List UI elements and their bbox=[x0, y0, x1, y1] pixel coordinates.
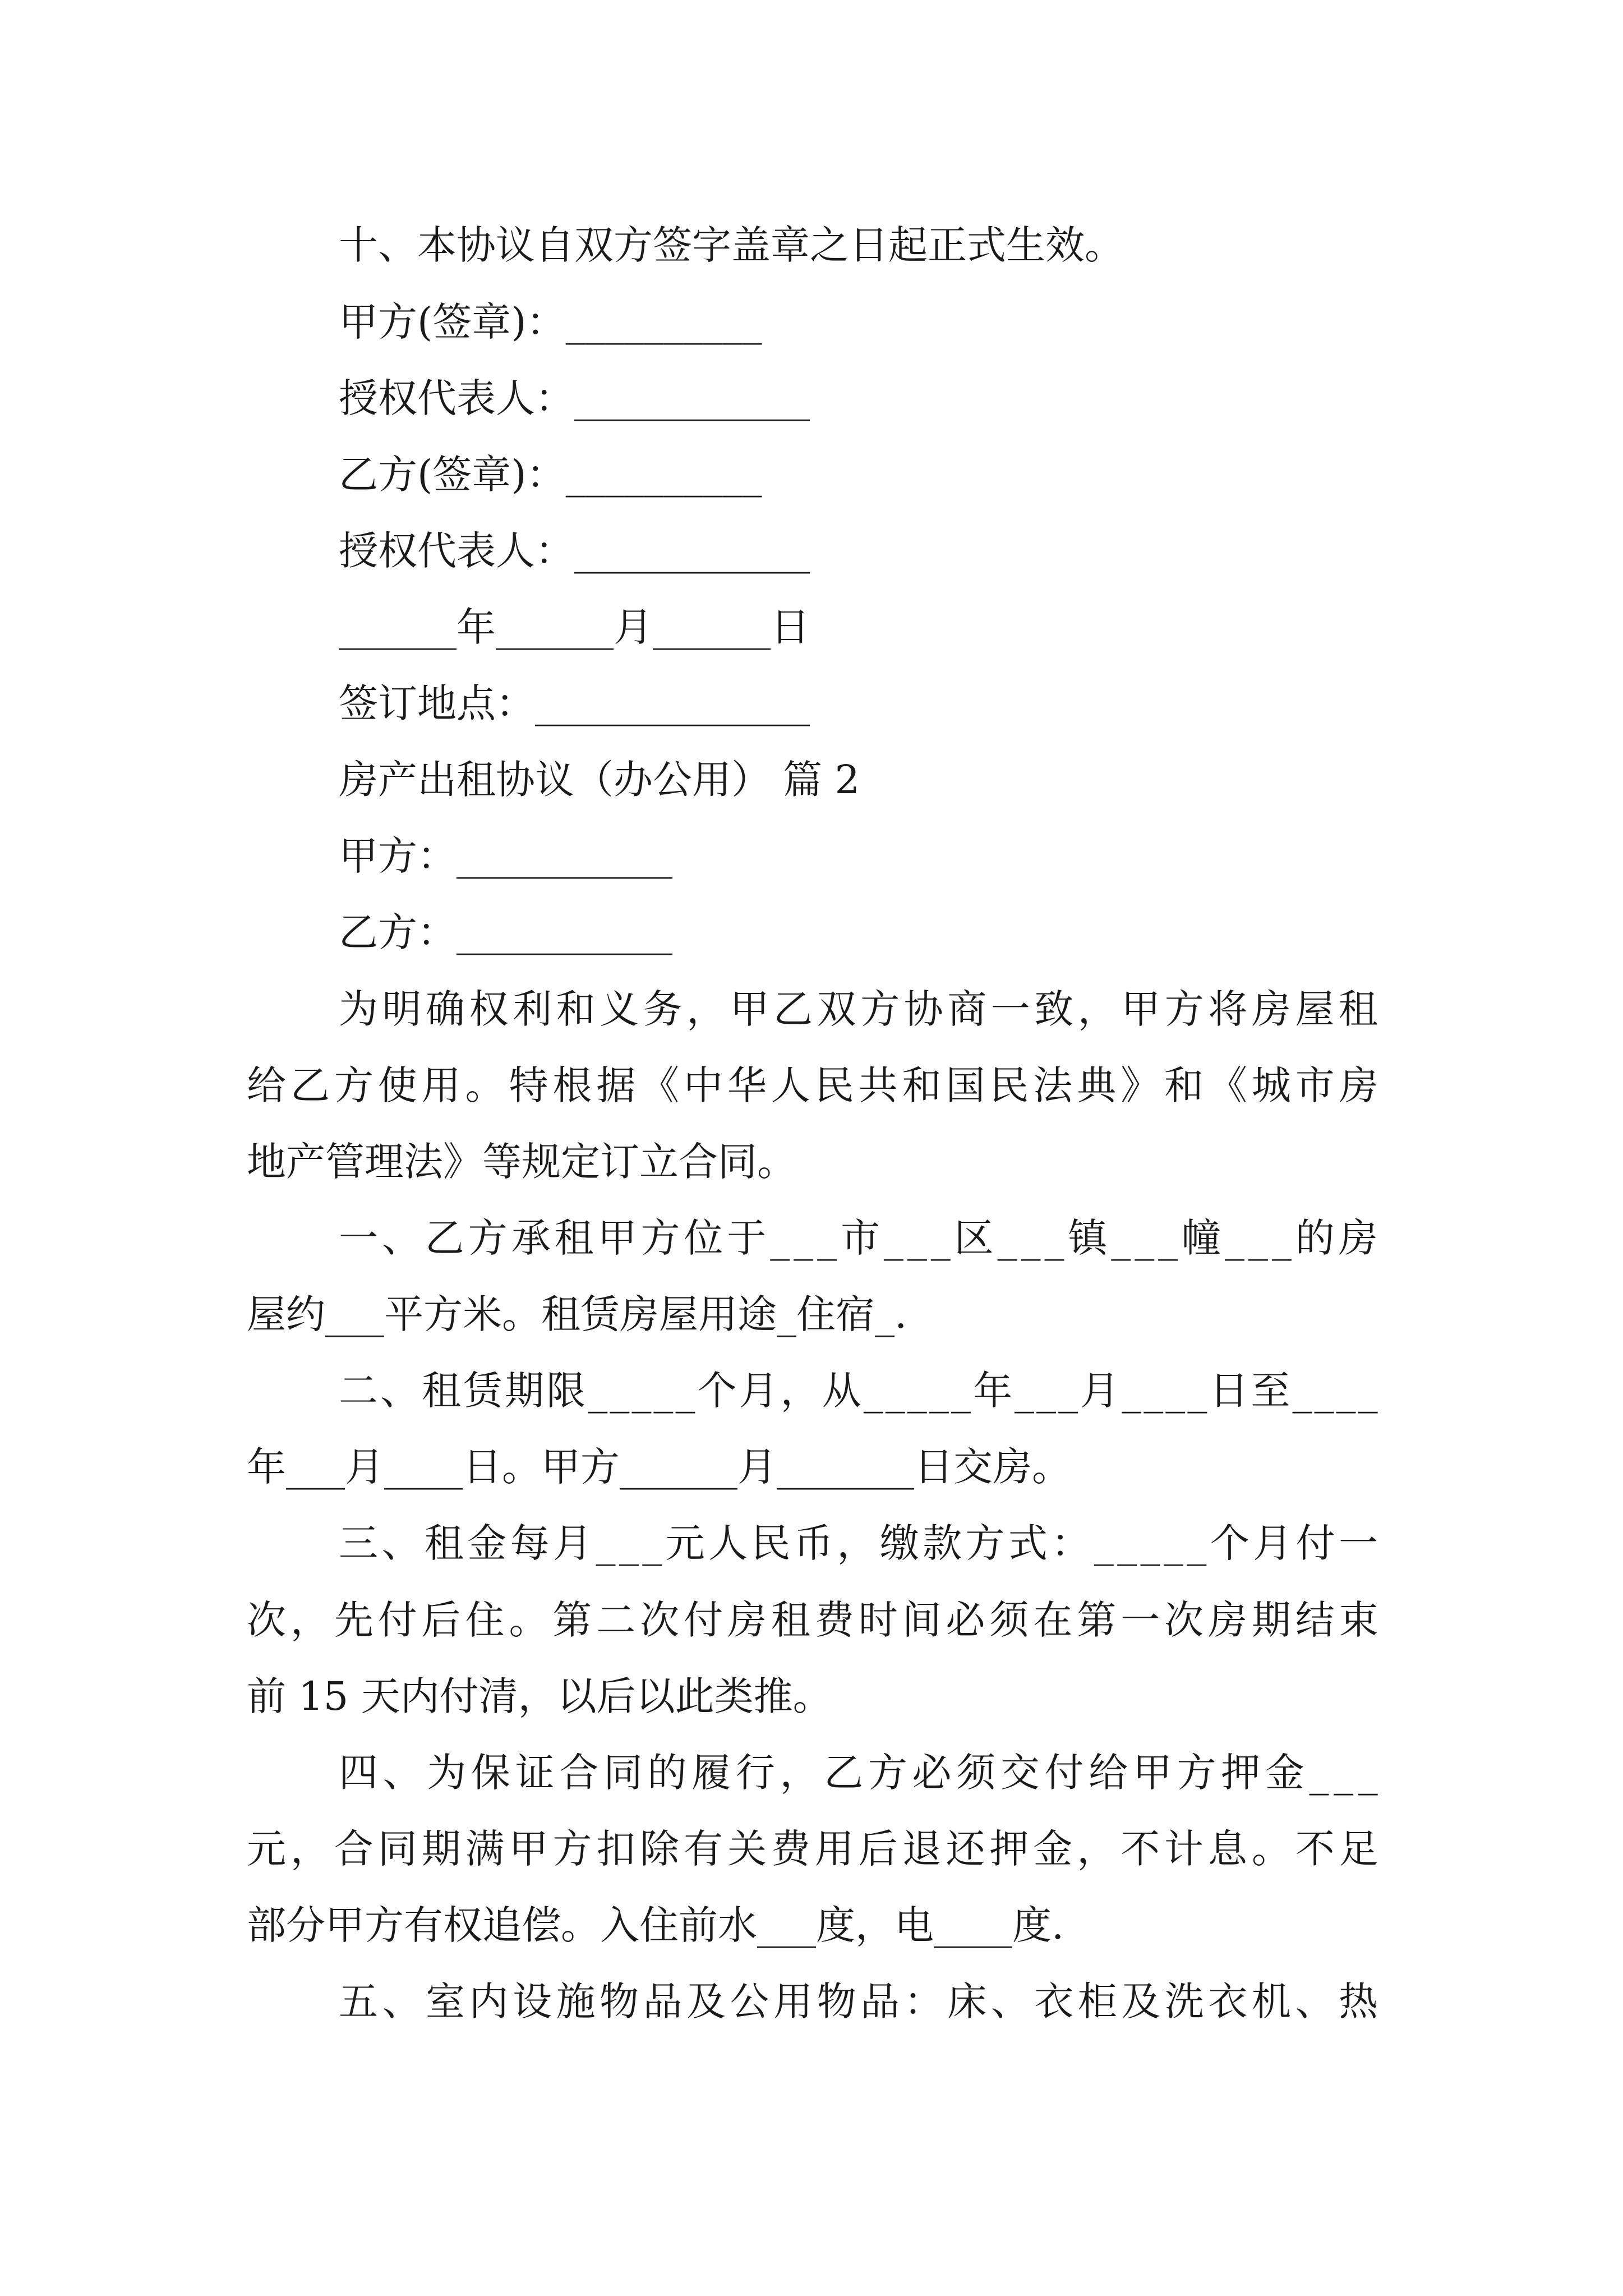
signing-place-line: 签订地点：______________ bbox=[339, 680, 810, 726]
clause-4-line-2: 元 ， 合 同 期 满 甲 方 扣 除 有 关 费 用 后 退 还 押 金 ， 不 计 息 。 不 足 bbox=[247, 1826, 1378, 1872]
clause-4-line-3: 部分甲方有权追偿。入住前水___度，电____度. bbox=[247, 1902, 1064, 1948]
party-a-representative-line: 授权代表人：____________ bbox=[339, 375, 810, 421]
party-a-signature-line: 甲方(签章)：__________ bbox=[339, 299, 762, 345]
preamble-line-2: 给 乙 方 使 用 。 特 根 据 《 中 华 人 民 共 和 国 民 法 典 》 和 《 城 市 房 bbox=[247, 1062, 1378, 1108]
clause-5-line-1: 五 、 室 内 设 施 物 品 及 公 用 物 品 ： 床 、 衣 柜 及 洗 衣 机 、 热 bbox=[339, 1978, 1378, 2024]
clause-10: 十、本协议自双方签字盖章之日起正式生效。 bbox=[339, 222, 1124, 268]
preamble-line-1: 为 明 确 权 利 和 义 务 ， 甲 乙 双 方 协 商 一 致 ， 甲 方 将 房 屋 租 bbox=[339, 986, 1378, 1032]
party-b-representative-line: 授权代表人：____________ bbox=[339, 528, 810, 574]
clause-1-line-2: 屋约___平方米。租赁房屋用途_住宿_. bbox=[247, 1291, 907, 1337]
preamble-line-3: 地产管理法》等规定订立合同。 bbox=[247, 1139, 796, 1185]
clause-3-line-3: 前 15 天内付清，以后以此类推。 bbox=[247, 1673, 832, 1719]
party-b-signature-line: 乙方(签章)：__________ bbox=[339, 452, 762, 498]
date-line: ______年______月______日 bbox=[339, 604, 810, 650]
clause-2-line-2: 年___月____日。甲方______月_______日交房。 bbox=[247, 1444, 1071, 1490]
section-title: 房产出租协议（办公用） 篇 2 bbox=[339, 757, 860, 803]
clause-2-line-1: 二 、 租 赁 期 限 _ _ _ _ _ 个 月 ， 从 _ _ _ _ _ 年 _ _ _ 月 _ _ _ _ 日 至 _ _ _ _ bbox=[339, 1368, 1378, 1414]
clause-4-line-1: 四 、 为 保 证 合 同 的 履 行 ， 乙 方 必 须 交 付 给 甲 方 押 金 _ _ _ bbox=[339, 1750, 1378, 1796]
clause-3-line-1: 三 、 租 金 每 月 _ _ _ 元 人 民 币 ， 缴 款 方 式 ： _ _ _ _ _ 个 月 付 一 bbox=[339, 1520, 1378, 1566]
party-a-line: 甲方：___________ bbox=[339, 833, 672, 879]
party-b-line: 乙方：___________ bbox=[339, 909, 672, 955]
clause-1-line-1: 一 、 乙 方 承 租 甲 方 位 于 _ _ _ 市 _ _ _ 区 _ _ _ 镇 _ _ _ 幢 _ _ _ 的 房 bbox=[339, 1215, 1378, 1261]
clause-3-line-2: 次 ， 先 付 后 住 。 第 二 次 付 房 租 费 时 间 必 须 在 第 一 次 房 期 结 束 bbox=[247, 1597, 1378, 1643]
